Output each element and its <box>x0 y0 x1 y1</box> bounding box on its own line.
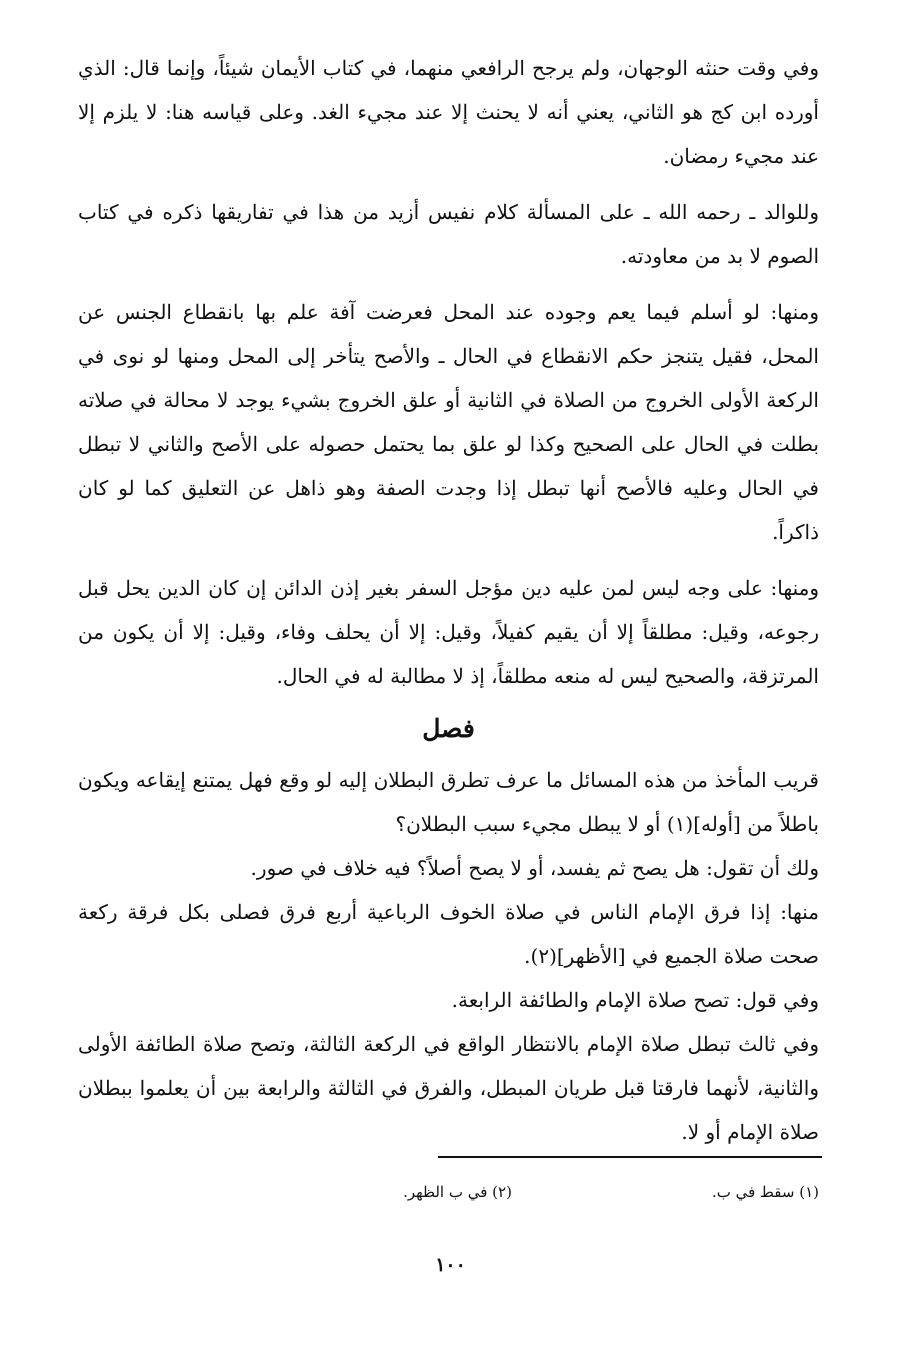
paragraph-8: وفي قول: تصح صلاة الإمام والطائفة الرابعة. <box>451 988 819 1012</box>
footnote-1: (١) سقط في ب. <box>711 1183 819 1201</box>
paragraph-7: منها: إذا فرق الإمام الناس في صلاة الخوف الرباعية أربع فرق فصلى بكل فرقة ركعة صحت صلاة الجميع في [الأظهر](٢). <box>78 900 819 968</box>
section-heading: فصل <box>422 714 475 743</box>
footnote-2: (٢) في ب الظهر. <box>403 1183 512 1201</box>
paragraph-3: ومنها: لو أسلم فيما يعم وجوده عند المحل فعرضت آفة علم بها بانقطاع الجنس عن المحل، فقيل يتنجز حكم الانقطاع في الحال ـ والأصح يتأخر إلى المحل ومنها لو نوى في الركعة الأولى الخروج من الصلاة في الثانية أو علق الخروج بشيء يوجد لا محالة في صلاته بطلت في الحال على الصحيح وكذا لو علق بما يحتمل حصوله على الأصح والثاني لا تبطل في الحال وعليه فالأصح أنها تبطل إذا وجدت الصفة وهو ذاهل عن التعليق كما لو كان ذاكراً. <box>78 300 819 544</box>
paragraph-6: ولك أن تقول: هل يصح ثم يفسد، أو لا يصح أصلاً؟ فيه خلاف في صور. <box>250 856 819 880</box>
paragraph-2: وللوالد ـ رحمه الله ـ على المسألة كلام نفيس أزيد من هذا في تفاريقها ذكره في كتاب الصوم لا بد من معاودته. <box>78 200 819 268</box>
page-number: ١٠٠ <box>435 1254 466 1276</box>
paragraph-1: وفي وقت حنثه الوجهان، ولم يرجح الرافعي منهما، في كتاب الأيمان شيئاً، وإنما قال: الذي أورده ابن كج هو الثاني، يعني أنه لا يحنث إلا عند مجيء الغد. وعلى قياسه هنا: لا يلزم إلا عند مجيء رمضان. <box>78 56 819 168</box>
footnote-divider <box>438 1156 822 1158</box>
paragraph-9: وفي ثالث تبطل صلاة الإمام بالانتظار الواقع في الركعة الثالثة، وتصح صلاة الطائفة الأولى والثانية، لأنهما فارقتا قبل طريان المبطل، والفرق في الثالثة والرابعة بين أن يعلموا ببطلان صلاة الإمام أو لا. <box>78 1032 819 1144</box>
paragraph-5: قريب المأخذ من هذه المسائل ما عرف تطرق البطلان إليه لو وقع فهل يمتنع إيقاعه ويكون باطلاً من [أوله](١) أو لا يبطل مجيء سبب البطلان؟ <box>78 768 819 836</box>
footnotes <box>78 1180 819 1204</box>
paragraph-4: ومنها: على وجه ليس لمن عليه دين مؤجل السفر بغير إذن الدائن إن كان الدين يحل قبل رجوعه، وقيل: مطلقاً إلا أن يقيم كفيلاً، وقيل: إلا أن يحلف وفاء، وقيل: إلا أن يكون من المرتزقة، والصحيح ليس له منعه مطلقاً، إذ لا مطالبة له في الحال. <box>78 576 819 688</box>
